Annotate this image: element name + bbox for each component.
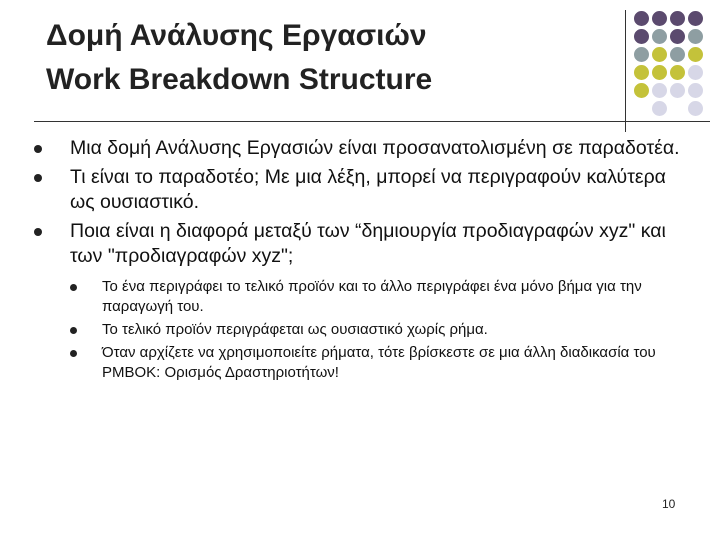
sub-bullet-item xyxy=(70,320,694,340)
decorative-dot xyxy=(634,47,649,62)
decorative-dot xyxy=(670,101,685,116)
decorative-dot xyxy=(688,101,703,116)
decorative-dot xyxy=(670,47,685,62)
slide-title xyxy=(46,14,606,102)
title-divider-horizontal xyxy=(34,121,710,122)
decorative-dot xyxy=(688,11,703,26)
bullet-text: Μια δομή Ανάλυσης Εργασιών είναι προσανατολισμένη σε παραδοτέα. xyxy=(70,137,680,159)
decorative-dot xyxy=(634,29,649,44)
decorative-dot xyxy=(688,47,703,62)
decorative-dot xyxy=(670,11,685,26)
decorative-dot xyxy=(652,29,667,44)
sub-bullet-dot-icon xyxy=(70,327,77,334)
page-number: 10 xyxy=(662,497,676,511)
bullet-dot-icon xyxy=(34,145,42,153)
decorative-dot xyxy=(670,83,685,98)
decorative-dot xyxy=(652,101,667,116)
decorative-dot xyxy=(652,83,667,98)
sub-bullet-text: Το τελικό προϊόν περιγράφεται ως ουσιαστικό χωρίς ρήμα. xyxy=(102,321,488,338)
title-divider-vertical xyxy=(625,10,626,132)
sub-bullet-item xyxy=(70,343,694,383)
sub-bullet-item xyxy=(70,277,694,317)
sub-bullet-dot-icon xyxy=(70,350,77,357)
bullet-dot-icon xyxy=(34,228,42,236)
decorative-dot xyxy=(670,29,685,44)
bullet-item xyxy=(34,165,694,215)
sub-bullet-text: Το ένα περιγράφει το τελικό προϊόν και το άλλο περιγράφει ένα μόνο βήμα για την παραγωγή του. xyxy=(102,278,642,315)
decorative-dot xyxy=(652,65,667,80)
decorative-dot xyxy=(634,65,649,80)
title-line-english: Work Breakdown Structure xyxy=(46,63,433,96)
decorative-dot xyxy=(634,101,649,116)
decorative-dot xyxy=(688,65,703,80)
bullet-item xyxy=(34,136,694,161)
decorative-dot xyxy=(652,11,667,26)
decorative-dot xyxy=(688,29,703,44)
decorative-dot xyxy=(634,11,649,26)
slide-body xyxy=(34,136,694,386)
bullet-dot-icon xyxy=(34,174,42,182)
decorative-dot xyxy=(634,83,649,98)
decorative-dot xyxy=(670,65,685,80)
sub-bullet-text: Όταν αρχίζετε να χρησιμοποιείτε ρήματα, τότε βρίσκεστε σε μια άλλη διαδικασία του PMBOK: Ορισμός Δραστηριοτήτων! xyxy=(102,344,656,381)
bullet-text: Τι είναι το παραδοτέο; Με μια λέξη, μπορεί να περιγραφούν καλύτερα ως ουσιαστικό. xyxy=(70,166,666,213)
bullet-text: Ποια είναι η διαφορά μεταξύ των “δημιουργία προδιαγραφών xyz" και των "προδιαγραφών xyz"; xyxy=(70,220,666,267)
bullet-item xyxy=(34,219,694,269)
title-line-greek: Δομή Ανάλυσης Εργασιών xyxy=(46,19,427,52)
sub-bullet-dot-icon xyxy=(70,284,77,291)
sub-bullet-list xyxy=(70,277,694,383)
decorative-dot-grid xyxy=(634,11,704,117)
decorative-dot xyxy=(652,47,667,62)
decorative-dot xyxy=(688,83,703,98)
